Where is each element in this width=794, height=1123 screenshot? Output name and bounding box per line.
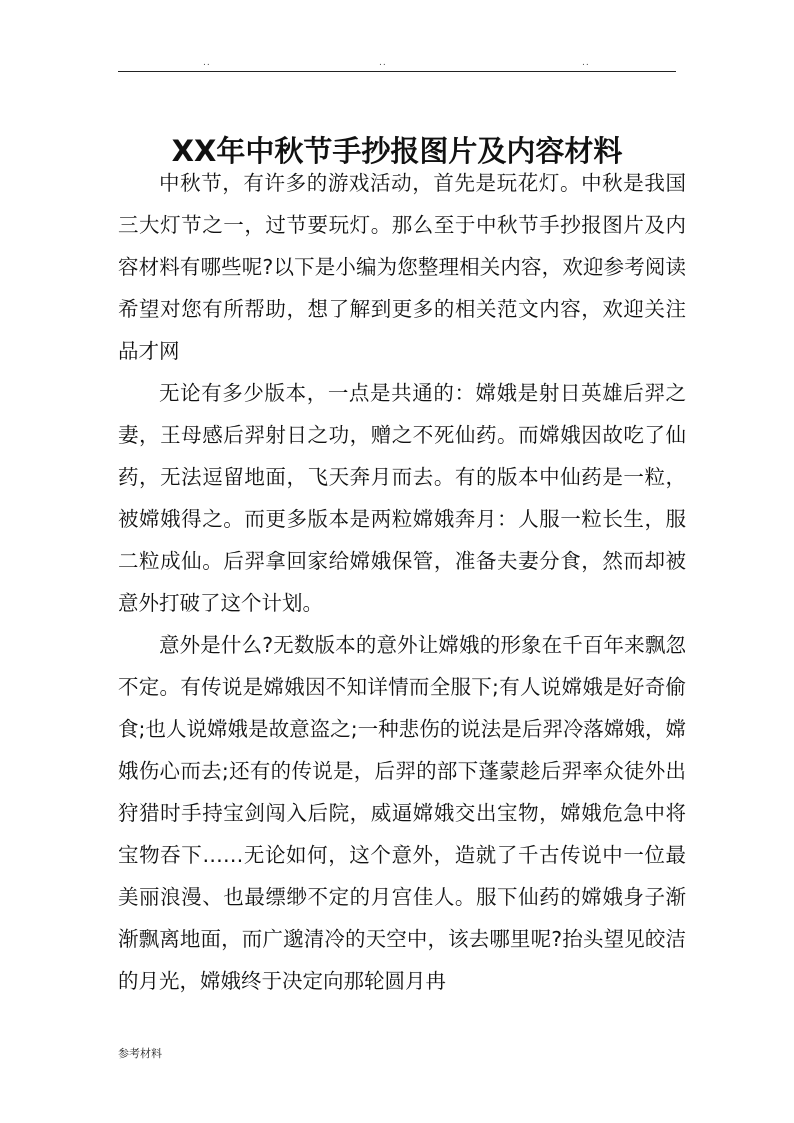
paragraph-intro: 中秋节，有许多的游戏活动，首先是玩花灯。中秋是我国三大灯节之一，过节要玩灯。那么至于中秋节手抄报图片及内容材料有哪些呢?以下是小编为您整理相关内容，欢迎参考阅读希望对您有所帮助，想了解到更多的相关范文内容，欢迎关注品才网 <box>118 171 686 363</box>
document-body <box>118 162 686 1002</box>
header-marker-right: .. <box>582 58 590 68</box>
header-marker-left: .. <box>203 58 211 68</box>
header-rule <box>118 71 676 72</box>
paragraph-accident: 意外是什么?无数版本的意外让嫦娥的形象在千百年来飘忽不定。有传说是嫦娥因不知详情而全服下;有人说嫦娥是好奇偷食;也人说嫦娥是故意盗之;一种悲伤的说法是后羿冷落嫦娥，嫦娥伤心而去;还有的传说是，后羿的部下蓬蒙趁后羿率众徒外出狩猎时手持宝剑闯入后院，威逼嫦娥交出宝物，嫦娥危急中将宝物吞下……无论如何，这个意外，造就了千古传说中一位最美丽浪漫、也最缥缈不定的月宫佳人。服下仙药的嫦娥身子渐渐飘离地面，而广邈清冷的天空中，该去哪里呢?抬头望见皎洁的月光，嫦娥终于决定向那轮圆月冉 <box>118 633 686 993</box>
document-title: XX年中秋节手抄报图片及内容材料 <box>171 134 623 169</box>
paragraph-legend-versions: 无论有多少版本，一点是共通的：嫦娥是射日英雄后羿之妻，王母感后羿射日之功，赠之不死仙药。而嫦娥因故吃了仙药，无法逗留地面，飞天奔月而去。有的版本中仙药是一粒，被嫦娥得之。而更多版本是两粒嫦娥奔月：人服一粒长生，服二粒成仙。后羿拿回家给嫦娥保管，准备夫妻分食，然而却被意外打破了这个计划。 <box>118 381 686 615</box>
footer-label: 参考材料 <box>118 1047 162 1060</box>
header-marker-center: .. <box>379 58 387 68</box>
